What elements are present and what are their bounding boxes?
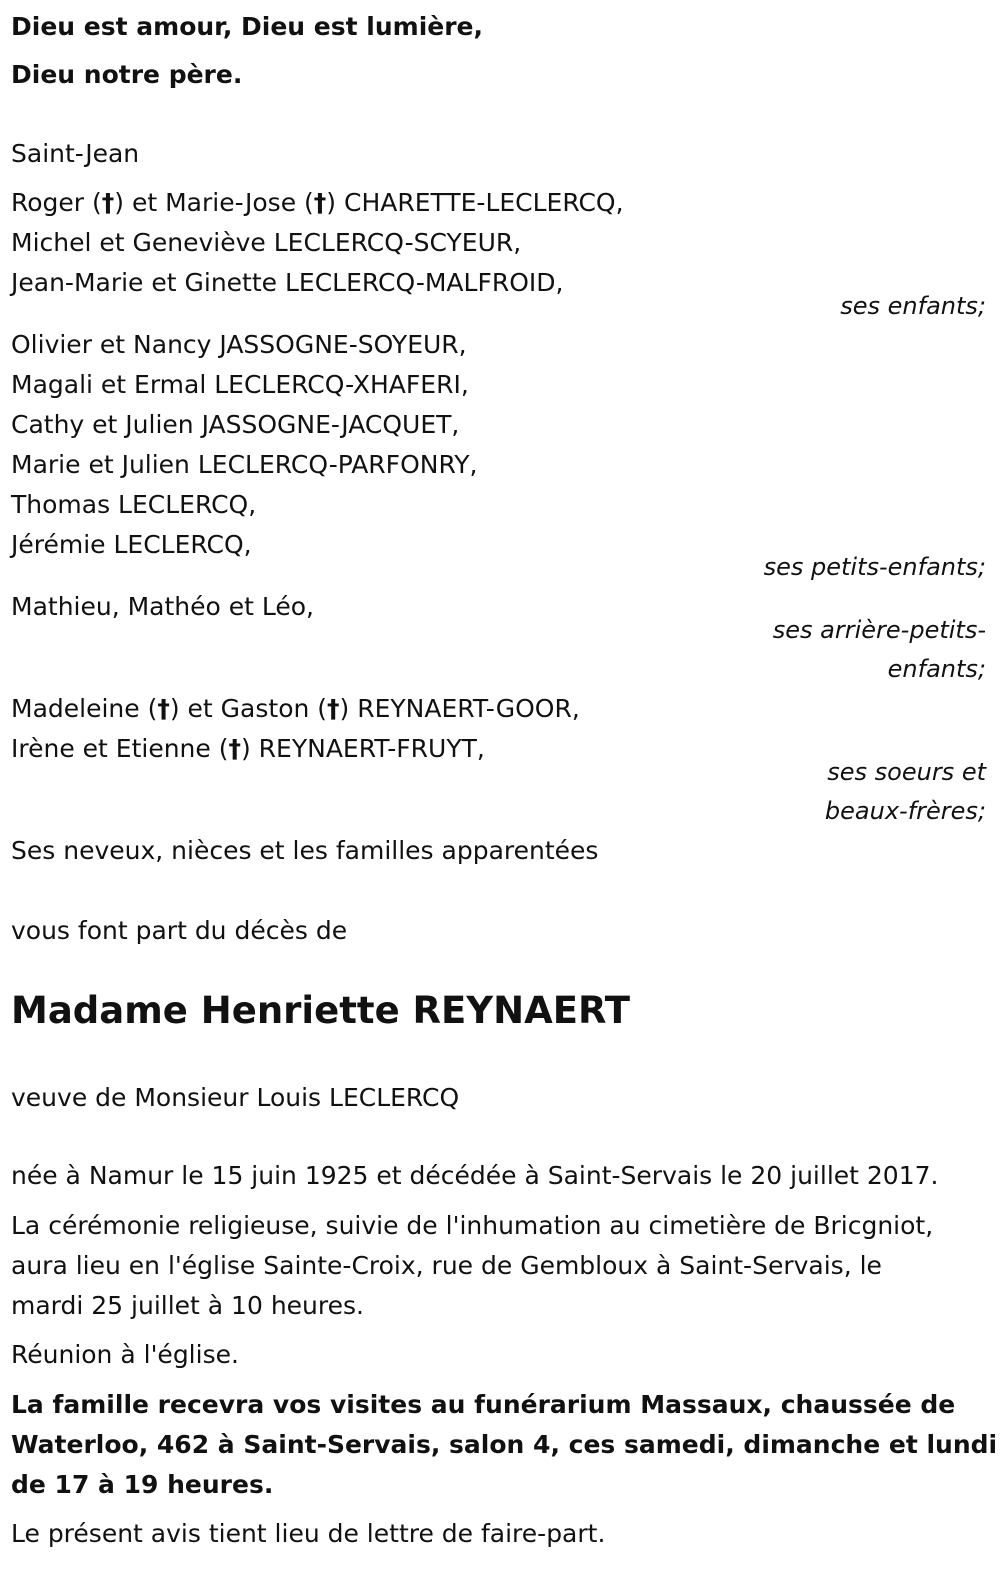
grandchild-name-5: Thomas LECLERCQ,	[11, 490, 257, 519]
grandchild-name-1: Olivier et Nancy JASSOGNE-SOYEUR,	[11, 330, 467, 359]
role-siblings-2: beaux-frères;	[824, 797, 986, 825]
role-siblings-1: ses soeurs et	[827, 758, 986, 786]
visits-line-1: La famille recevra vos visites au funérarium Massaux, chaussée de	[11, 1390, 956, 1419]
announcement: vous font part du décès de	[11, 916, 348, 945]
visits-line-2: Waterloo, 462 à Saint-Servais, salon 4, ces samedi, dimanche et lundi	[11, 1430, 998, 1459]
sibling-name-2: Irène et Etienne (†) REYNAERT-FRUYT,	[11, 729, 485, 769]
meeting-note: Réunion à l'église.	[11, 1340, 239, 1369]
cross-icon: †	[313, 188, 327, 217]
ceremony-line-1: La cérémonie religieuse, suivie de l'inhumation au cimetière de Bricgniot,	[11, 1211, 934, 1240]
extended-family: Ses neveux, nièces et les familles apparentées	[11, 836, 599, 865]
grandchild-name-2: Magali et Ermal LECLERCQ-XHAFERI,	[11, 370, 469, 399]
cross-icon: †	[228, 734, 241, 763]
grandchild-name-3: Cathy et Julien JASSOGNE-JACQUET,	[11, 410, 460, 439]
footer-note: Le présent avis tient lieu de lettre de faire-part.	[11, 1519, 606, 1548]
family-intro: Saint-Jean	[11, 139, 140, 168]
deceased-name: Madame Henriette REYNAERT	[11, 989, 631, 1032]
cross-icon: †	[157, 694, 170, 723]
verse-line-1: Dieu est amour, Dieu est lumière,	[11, 12, 484, 41]
role-great-grandchildren-1: ses arrière-petits-	[772, 616, 986, 644]
ceremony-line-3: mardi 25 juillet à 10 heures.	[11, 1291, 364, 1320]
grandchild-name-4: Marie et Julien LECLERCQ-PARFONRY,	[11, 450, 478, 479]
great-grandchildren-names: Mathieu, Mathéo et Léo,	[11, 592, 315, 621]
grandchild-name-6: Jérémie LECLERCQ,	[11, 530, 252, 559]
role-grandchildren: ses petits-enfants;	[763, 553, 986, 581]
cross-icon: †	[101, 188, 115, 217]
role-children: ses enfants;	[840, 292, 986, 320]
visits-line-3: de 17 à 19 heures.	[11, 1470, 274, 1499]
child-name-2: Michel et Geneviève LECLERCQ-SCYEUR,	[11, 228, 522, 257]
sibling-name-1: Madeleine (†) et Gaston (†) REYNAERT-GOOR,	[11, 689, 580, 729]
role-great-grandchildren-2: enfants;	[887, 655, 986, 683]
widow-of: veuve de Monsieur Louis LECLERCQ	[11, 1083, 460, 1112]
child-name-1: Roger (†) et Marie-Jose (†) CHARETTE-LECLERCQ,	[11, 183, 624, 223]
cross-icon: †	[327, 694, 340, 723]
ceremony-line-2: aura lieu en l'église Sainte-Croix, rue de Gembloux à Saint-Servais, le	[11, 1251, 882, 1280]
birth-death: née à Namur le 15 juin 1925 et décédée à Saint-Servais le 20 juillet 2017.	[11, 1161, 939, 1190]
verse-line-2: Dieu notre père.	[11, 60, 243, 89]
child-name-3: Jean-Marie et Ginette LECLERCQ-MALFROID,	[11, 268, 564, 297]
